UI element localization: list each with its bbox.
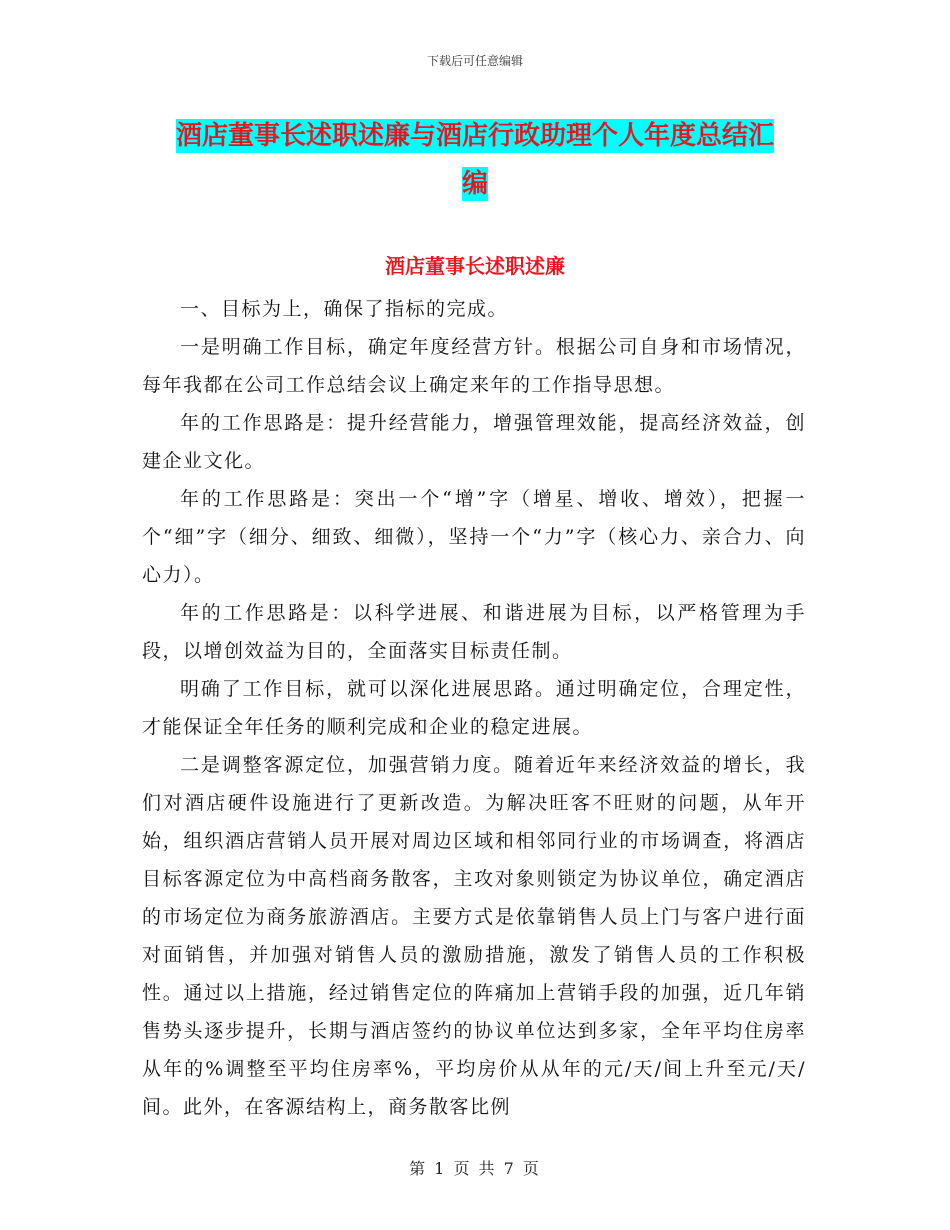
document-title-line2: 编: [461, 169, 488, 199]
header-note: 下载后可任意编辑: [426, 54, 523, 68]
document-title: [140, 112, 810, 208]
paragraph: 一、目标为上，确保了指标的完成。: [180, 298, 509, 320]
paragraph: 明确了工作目标，就可以深化进展思路。通过明确定位，合理定性，才能保证全年任务的顺利完成和企业的稳定进展。: [142, 678, 806, 738]
section-title: 酒店董事长述职述廉: [385, 254, 565, 278]
paragraph: 年的工作思路是：突出一个“增”字（增星、增收、增效），把握一个“细”字（细分、细致、细微），坚持一个“力”字（核心力、亲合力、向心力）。: [142, 488, 806, 586]
paragraph: 二是调整客源定位，加强营销力度。随着近年来经济效益的增长，我们对酒店硬件设施进行了更新改造。为解决旺客不旺财的问题，从年开始，组织酒店营销人员开展对周边区域和相邻同行业的市场调查，将酒店目标客源定位为中高档商务散客，主攻对象则锁定为协议单位，确定酒店的市场定位为商务旅游酒店。主要方式是依靠销售人员上门与客户进行面对面销售，并加强对销售人员的激励措施，激发了销售人员的工作积极性。通过以上措施，经过销售定位的阵痛加上营销手段的加强，近几年销售势头逐步提升，长期与酒店签约的协议单位达到多家，全年平均住房率从年的%调整至平均住房率%，平均房价从从年的元/天/间上升至元/天/间。此外，在客源结构上，商务散客比例: [142, 754, 806, 1118]
paragraph: 一是明确工作目标，确定年度经营方针。根据公司自身和市场情况，每年我都在公司工作总结会议上确定来年的工作指导思想。: [142, 336, 806, 396]
paragraph: 年的工作思路是：提升经营能力，增强管理效能，提高经济效益，创建企业文化。: [142, 412, 806, 472]
body-text: [142, 290, 806, 1126]
document-title-line1: 酒店董事长述职述廉与酒店行政助理个人年度总结汇: [175, 121, 774, 151]
paragraph: 年的工作思路是：以科学进展、和谐进展为目标，以严格管理为手段，以增创效益为目的，全面落实目标责任制。: [142, 602, 806, 662]
page-footer: 第 1 页 共 7 页: [409, 1159, 541, 1178]
